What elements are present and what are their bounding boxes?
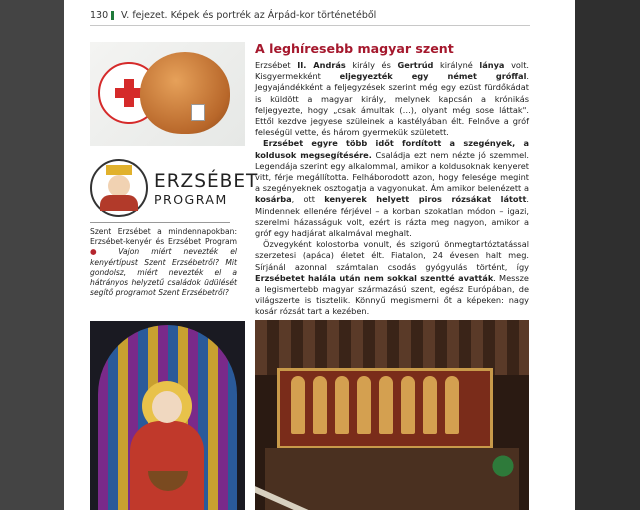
paragraph-1: Erzsébet II. András király és Gertrúd királyné lánya volt. Kisgyermekként eljegyezték egy német gróffal. Jegyajándékként a feljegyzések szerint még egy ezüst fürdőkádat is küldött a magyar király, melynek kapcsán a krónikás feljegyezte, hogy „csak ámultak (…), olyant még sose láttak". Ettől kezdve jegyese szüleinek a kastélyában élt. Felnőve a gróf feleségül vette, és három gyermekük született. — [255, 60, 530, 138]
caption-question: Vajon miért nevezték el kenyértípust Szent Erzsébetről? Mit gondolsz, miért nevezték el a hátrányos helyzetű családok üdülését segítő programot Szent Erzsébetről? — [90, 247, 237, 298]
page-number: 130 — [90, 10, 109, 21]
sidebar-divider — [90, 222, 230, 223]
tomb-altar-photo — [255, 320, 529, 510]
bread-label — [191, 104, 205, 121]
header-rule — [90, 25, 530, 26]
viewer-background-left — [0, 0, 64, 510]
sidebar-caption — [90, 227, 237, 298]
erzsebet-program-logo — [90, 155, 259, 220]
erzsebet-bread-photo — [90, 42, 245, 146]
chapter-title: V. fejezet. Képek és portrék az Árpád-kor történetéből — [121, 10, 377, 21]
saint-medal-icon — [90, 159, 148, 217]
book-page — [64, 0, 575, 510]
viewer-background-right — [575, 0, 640, 510]
article-body — [255, 60, 529, 318]
logo-word-erzsebet: ERZSÉBET — [154, 171, 259, 192]
caption-text: Szent Erzsébet a mindennapokban: Erzsébet-kenyér és Erzsébet Program — [90, 227, 237, 247]
paragraph-2: Erzsébet egyre több időt fordított a szegények, a koldusok megsegítésére. Családja ezt nem nézte jó szemmel. Legendája szerint egy alkalommal, amikor a koldusoknak kenyeret vitt, férje megállította. Felháborodott azon, hogy felesége megint a szegényeknek osztogatja a vagyonukat. Ám amikor belenézett a kosárba, ott kenyerek helyett piros rózsákat látott. Mindennek ellenére férjével – a korban szokatlan módon – igazi, szerelmi házasságuk volt, ezért is rázta meg nagyon, amikor a gróf egy hadjárat alkalmával meghalt. — [255, 138, 529, 239]
logo-word-program: PROGRAM — [154, 192, 228, 207]
bread-loaf — [140, 52, 230, 134]
stained-glass-image — [90, 321, 245, 510]
article-title: A leghíresebb magyar szent — [255, 41, 454, 56]
paragraph-3: Özvegyként kolostorba vonult, és szigorú önmegtartóztatással szerzetesi (apáca) életet élt. Fiatalon, 24 évesen halt meg. Sírjánál azonnal számtalan csodás gyógyulás történt, így Erzsébetet halála után nem sokkal szentté avatták. Messze a legismertebb magyar származású szent, egész Európában, de világszerte is tisztelik. Könnyű megismerni őt a képeken: nagy kosár rózsát tart a kezében. — [255, 239, 529, 317]
bullet-icon: ● — [90, 247, 107, 257]
chapter-marker — [111, 11, 114, 20]
